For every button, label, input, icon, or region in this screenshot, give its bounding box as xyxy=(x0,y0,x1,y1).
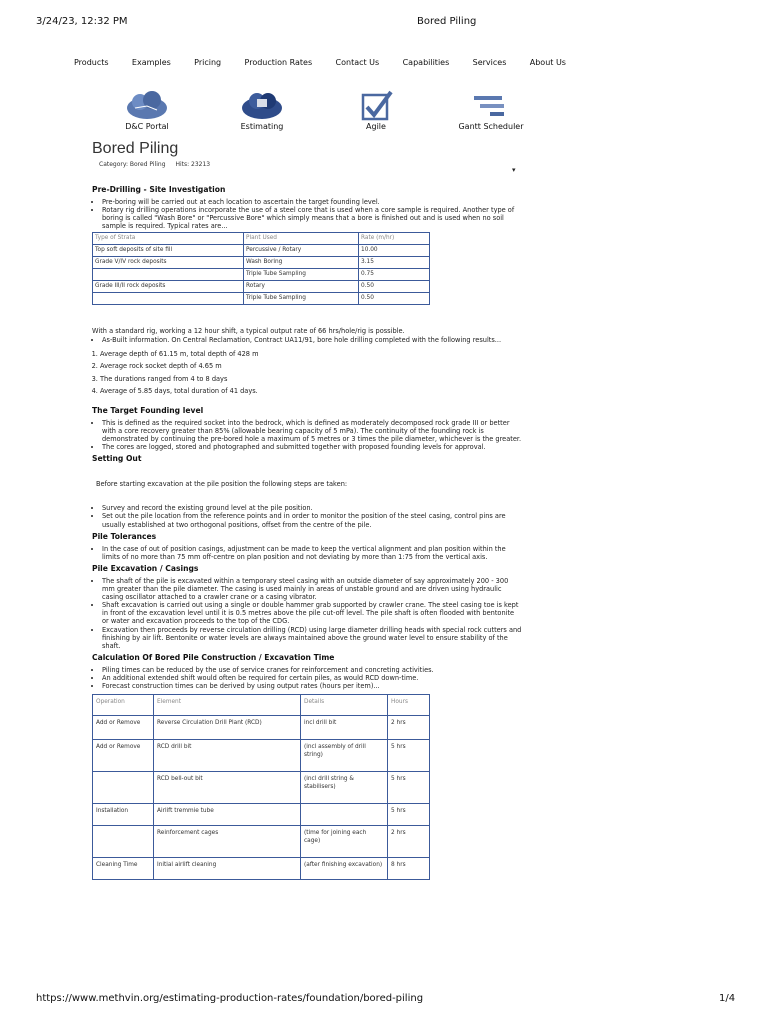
section-heading: Calculation Of Bored Pile Construction / Excavation Time xyxy=(92,652,335,662)
column-header: Type of Strata xyxy=(93,233,244,245)
table-cell: RCD bell-out bit xyxy=(154,772,301,804)
column-header: Hours xyxy=(388,695,430,716)
tool-agile[interactable] xyxy=(336,90,416,131)
table-cell: Add or Remove xyxy=(93,716,154,740)
section-heading: Setting Out xyxy=(92,454,142,464)
list-item: • In the case of out of position casings, adjustment can be made to keep the vertical alignment and plan position within the limits of no more than 75 mm off-centre on plan position and not deviating by more than 1:75 from the vertical axis. xyxy=(102,545,522,561)
table-cell: Cleaning Time xyxy=(93,858,154,880)
bullet-list xyxy=(92,504,522,528)
table-cell: Triple Tube Sampling xyxy=(244,293,359,305)
cloud-icon xyxy=(122,90,172,122)
list-item: • The cores are logged, stored and photographed and submitted together with proposed founding levels for approval. xyxy=(102,443,522,451)
table-cell: 5 hrs xyxy=(388,772,430,804)
table-row xyxy=(93,281,430,293)
section-heading: The Target Founding level xyxy=(92,405,204,415)
column-header: Element xyxy=(154,695,301,716)
table-header-row xyxy=(93,233,430,245)
table-cell: 8 hrs xyxy=(388,858,430,880)
main-nav xyxy=(70,58,570,67)
nav-services[interactable]: Services xyxy=(472,58,507,67)
category-label: Category: Bored Piling xyxy=(99,161,166,168)
table-cell: Initial airlift cleaning xyxy=(154,858,301,880)
section-heading: Pile Excavation / Casings xyxy=(92,563,199,573)
table-cell: 5 hrs xyxy=(388,740,430,772)
table-cell: (incl drill string & stabilisers) xyxy=(301,772,388,804)
paragraph: Before starting excavation at the pile position the following steps are taken: xyxy=(96,480,348,489)
table-cell: Triple Tube Sampling xyxy=(244,269,359,281)
tool-estimating[interactable] xyxy=(222,90,302,131)
print-url: https://www.methvin.org/estimating-production-rates/foundation/bored-piling xyxy=(36,993,424,1004)
list-item: • Shaft excavation is carried out using a single or double hammer grab supported by crawler crane. The steel casing toe is kept in front of the excavation level until it is 0.5 metres above the pile cut-off level. The pile shaft is often flooded with bentonite or water and excavation proceeds to the top of the CDG. xyxy=(102,601,522,625)
table-cell: Percussive / Rotary xyxy=(244,245,359,257)
tool-label: Gantt Scheduler xyxy=(458,122,524,131)
nav-capabilities[interactable]: Capabilities xyxy=(402,58,450,67)
article-meta xyxy=(99,161,218,168)
table-cell: 3.15 xyxy=(359,257,430,269)
table-cell: RCD drill bit xyxy=(154,740,301,772)
table-row xyxy=(93,269,430,281)
list-item: • Excavation then proceeds by reverse circulation drilling (RCD) using large diameter drilling heads with special rock cutters and finishing by air lift. Bentonite or water levels are always maintained above the ground water level to ensure stability of the shaft. xyxy=(102,626,522,650)
tool-dc-portal[interactable] xyxy=(107,90,187,131)
table-cell: Top soft deposits of site fill xyxy=(93,245,244,257)
checkbox-icon xyxy=(351,90,401,122)
list-item: • This is defined as the required socket into the bedrock, which is defined as moderately decomposed rock grade III or better with a core recovery greater than 85% (allowable bearing capacity of 5 mPa). The continuity of the founding rock is demonstrated by continuing the pre-bored hole a maximum of 5 metres or 3 times the pile diameter, whichever is the greater. xyxy=(102,419,522,443)
list-item: • Piling times can be reduced by the use of service cranes for reinforcement and concreting activities. xyxy=(102,666,522,674)
tool-gantt-scheduler[interactable] xyxy=(451,90,531,131)
table-cell: 0.75 xyxy=(359,269,430,281)
print-page-number: 1/4 xyxy=(719,993,736,1004)
article-body xyxy=(92,186,522,880)
list-item: 3. The durations ranged from 4 to 8 days xyxy=(100,373,522,386)
table-row xyxy=(93,804,430,826)
table-cell: incl drill bit xyxy=(301,716,388,740)
list-item: • Set out the pile location from the reference points and in order to monitor the position of the steel casing, control pins are usually established at two orthogonal positions, offset from the centre of the pile. xyxy=(102,512,522,528)
table-cell: (after finishing excavation) xyxy=(301,858,388,880)
estimating-cloud-icon xyxy=(237,90,287,122)
nav-examples[interactable]: Examples xyxy=(131,58,171,67)
column-header: Details xyxy=(301,695,388,716)
list-item: • Rotary rig drilling operations incorporate the use of a steel core that is used when a core sample is required. Another type of boring is called "Wash Bore" or "Percussive Bore" which simply means that a bore is finished out and is used when no soil sample is required. Typical rates are... xyxy=(102,206,522,230)
table-cell: Airlift tremmie tube xyxy=(154,804,301,826)
table-cell: Wash Boring xyxy=(244,257,359,269)
table-cell: Reverse Circulation Drill Plant (RCD) xyxy=(154,716,301,740)
table-header-row xyxy=(93,695,430,716)
list-item: • The shaft of the pile is excavated within a temporary steel casing with an outside diameter of say approximately 200 - 300 mm greater than the pile diameter. The casing is used mainly in areas of unstable ground and are driven using hydraulic casing oscillator attached to a crawler crane or a casing vibrator. xyxy=(102,577,522,601)
chevron-down-icon[interactable]: ▾ xyxy=(512,166,516,174)
nav-products[interactable]: Products xyxy=(74,58,109,67)
table-cell xyxy=(93,826,154,858)
tool-label: D&C Portal xyxy=(125,122,169,131)
table-cell: Add or Remove xyxy=(93,740,154,772)
table-cell xyxy=(93,269,244,281)
table-row xyxy=(93,858,430,880)
table-row xyxy=(93,245,430,257)
nav-contact-us[interactable]: Contact Us xyxy=(335,58,380,67)
table-cell: 0.50 xyxy=(359,281,430,293)
list-item: • Survey and record the existing ground level at the pile position. xyxy=(102,504,522,512)
table-cell: Grade III/II rock deposits xyxy=(93,281,244,293)
paragraph: With a standard rig, working a 12 hour shift, a typical output rate of 66 hrs/hole/rig is possible. xyxy=(92,327,405,336)
gantt-icon xyxy=(466,90,516,122)
table-cell xyxy=(93,772,154,804)
table-row xyxy=(93,293,430,305)
column-header: Rate (m/hr) xyxy=(359,233,430,245)
list-item: 2. Average rock socket depth of 4.65 m xyxy=(100,360,522,373)
table-cell: (incl assembly of drill string) xyxy=(301,740,388,772)
table-cell: 0.50 xyxy=(359,293,430,305)
bullet-list xyxy=(92,577,522,650)
strata-rate-table xyxy=(92,232,430,305)
tool-label: Agile xyxy=(366,122,386,131)
table-row xyxy=(93,257,430,269)
table-cell xyxy=(301,804,388,826)
table-cell: (time for joining each cage) xyxy=(301,826,388,858)
list-item: • Forecast construction times can be derived by using output rates (hours per item)... xyxy=(102,682,522,690)
list-item: 4. Average of 5.85 days, total duration of 41 days. xyxy=(100,385,522,398)
list-item: • As-Built information. On Central Reclamation, Contract UA11/91, bore hole drilling completed with the following results... xyxy=(102,336,522,344)
column-header: Plant Used xyxy=(244,233,359,245)
bullet-list xyxy=(92,666,522,690)
list-item: • Pre-boring will be carried out at each location to ascertain the target founding level. xyxy=(102,198,522,206)
table-cell: 2 hrs xyxy=(388,716,430,740)
table-row xyxy=(93,740,430,772)
table-cell xyxy=(93,293,244,305)
nav-production-rates[interactable]: Production Rates xyxy=(244,58,313,67)
table-cell: 10.00 xyxy=(359,245,430,257)
table-cell: Reinforcement cages xyxy=(154,826,301,858)
list-item: 1. Average depth of 61.15 m, total depth of 428 m xyxy=(100,348,522,361)
table-cell: Grade V/IV rock deposits xyxy=(93,257,244,269)
nav-pricing[interactable]: Pricing xyxy=(194,58,222,67)
print-page-title: Bored Piling xyxy=(417,16,477,27)
numbered-list xyxy=(92,348,522,398)
bullet-list xyxy=(92,336,522,344)
section-heading: Pre-Drilling - Site Investigation xyxy=(92,185,226,194)
hits-label: Hits: 23213 xyxy=(175,161,211,168)
table-row xyxy=(93,716,430,740)
table-cell: Rotary xyxy=(244,281,359,293)
section-heading: Pile Tolerances xyxy=(92,531,157,541)
table-cell: 5 hrs xyxy=(388,804,430,826)
page-title: Bored Piling xyxy=(92,140,179,157)
table-cell: 2 hrs xyxy=(388,826,430,858)
tool-label: Estimating xyxy=(240,122,284,131)
print-datetime: 3/24/23, 12:32 PM xyxy=(36,16,128,27)
bullet-list xyxy=(92,419,522,451)
bullet-list xyxy=(92,545,522,561)
nav-about-us[interactable]: About Us xyxy=(529,58,566,67)
table-cell: Installation xyxy=(93,804,154,826)
list-item: • An additional extended shift would often be required for certain piles, as would RCD down-time. xyxy=(102,674,522,682)
column-header: Operation xyxy=(93,695,154,716)
table-row xyxy=(93,772,430,804)
excavation-time-table xyxy=(92,694,430,880)
table-row xyxy=(93,826,430,858)
bullet-list xyxy=(92,198,522,230)
